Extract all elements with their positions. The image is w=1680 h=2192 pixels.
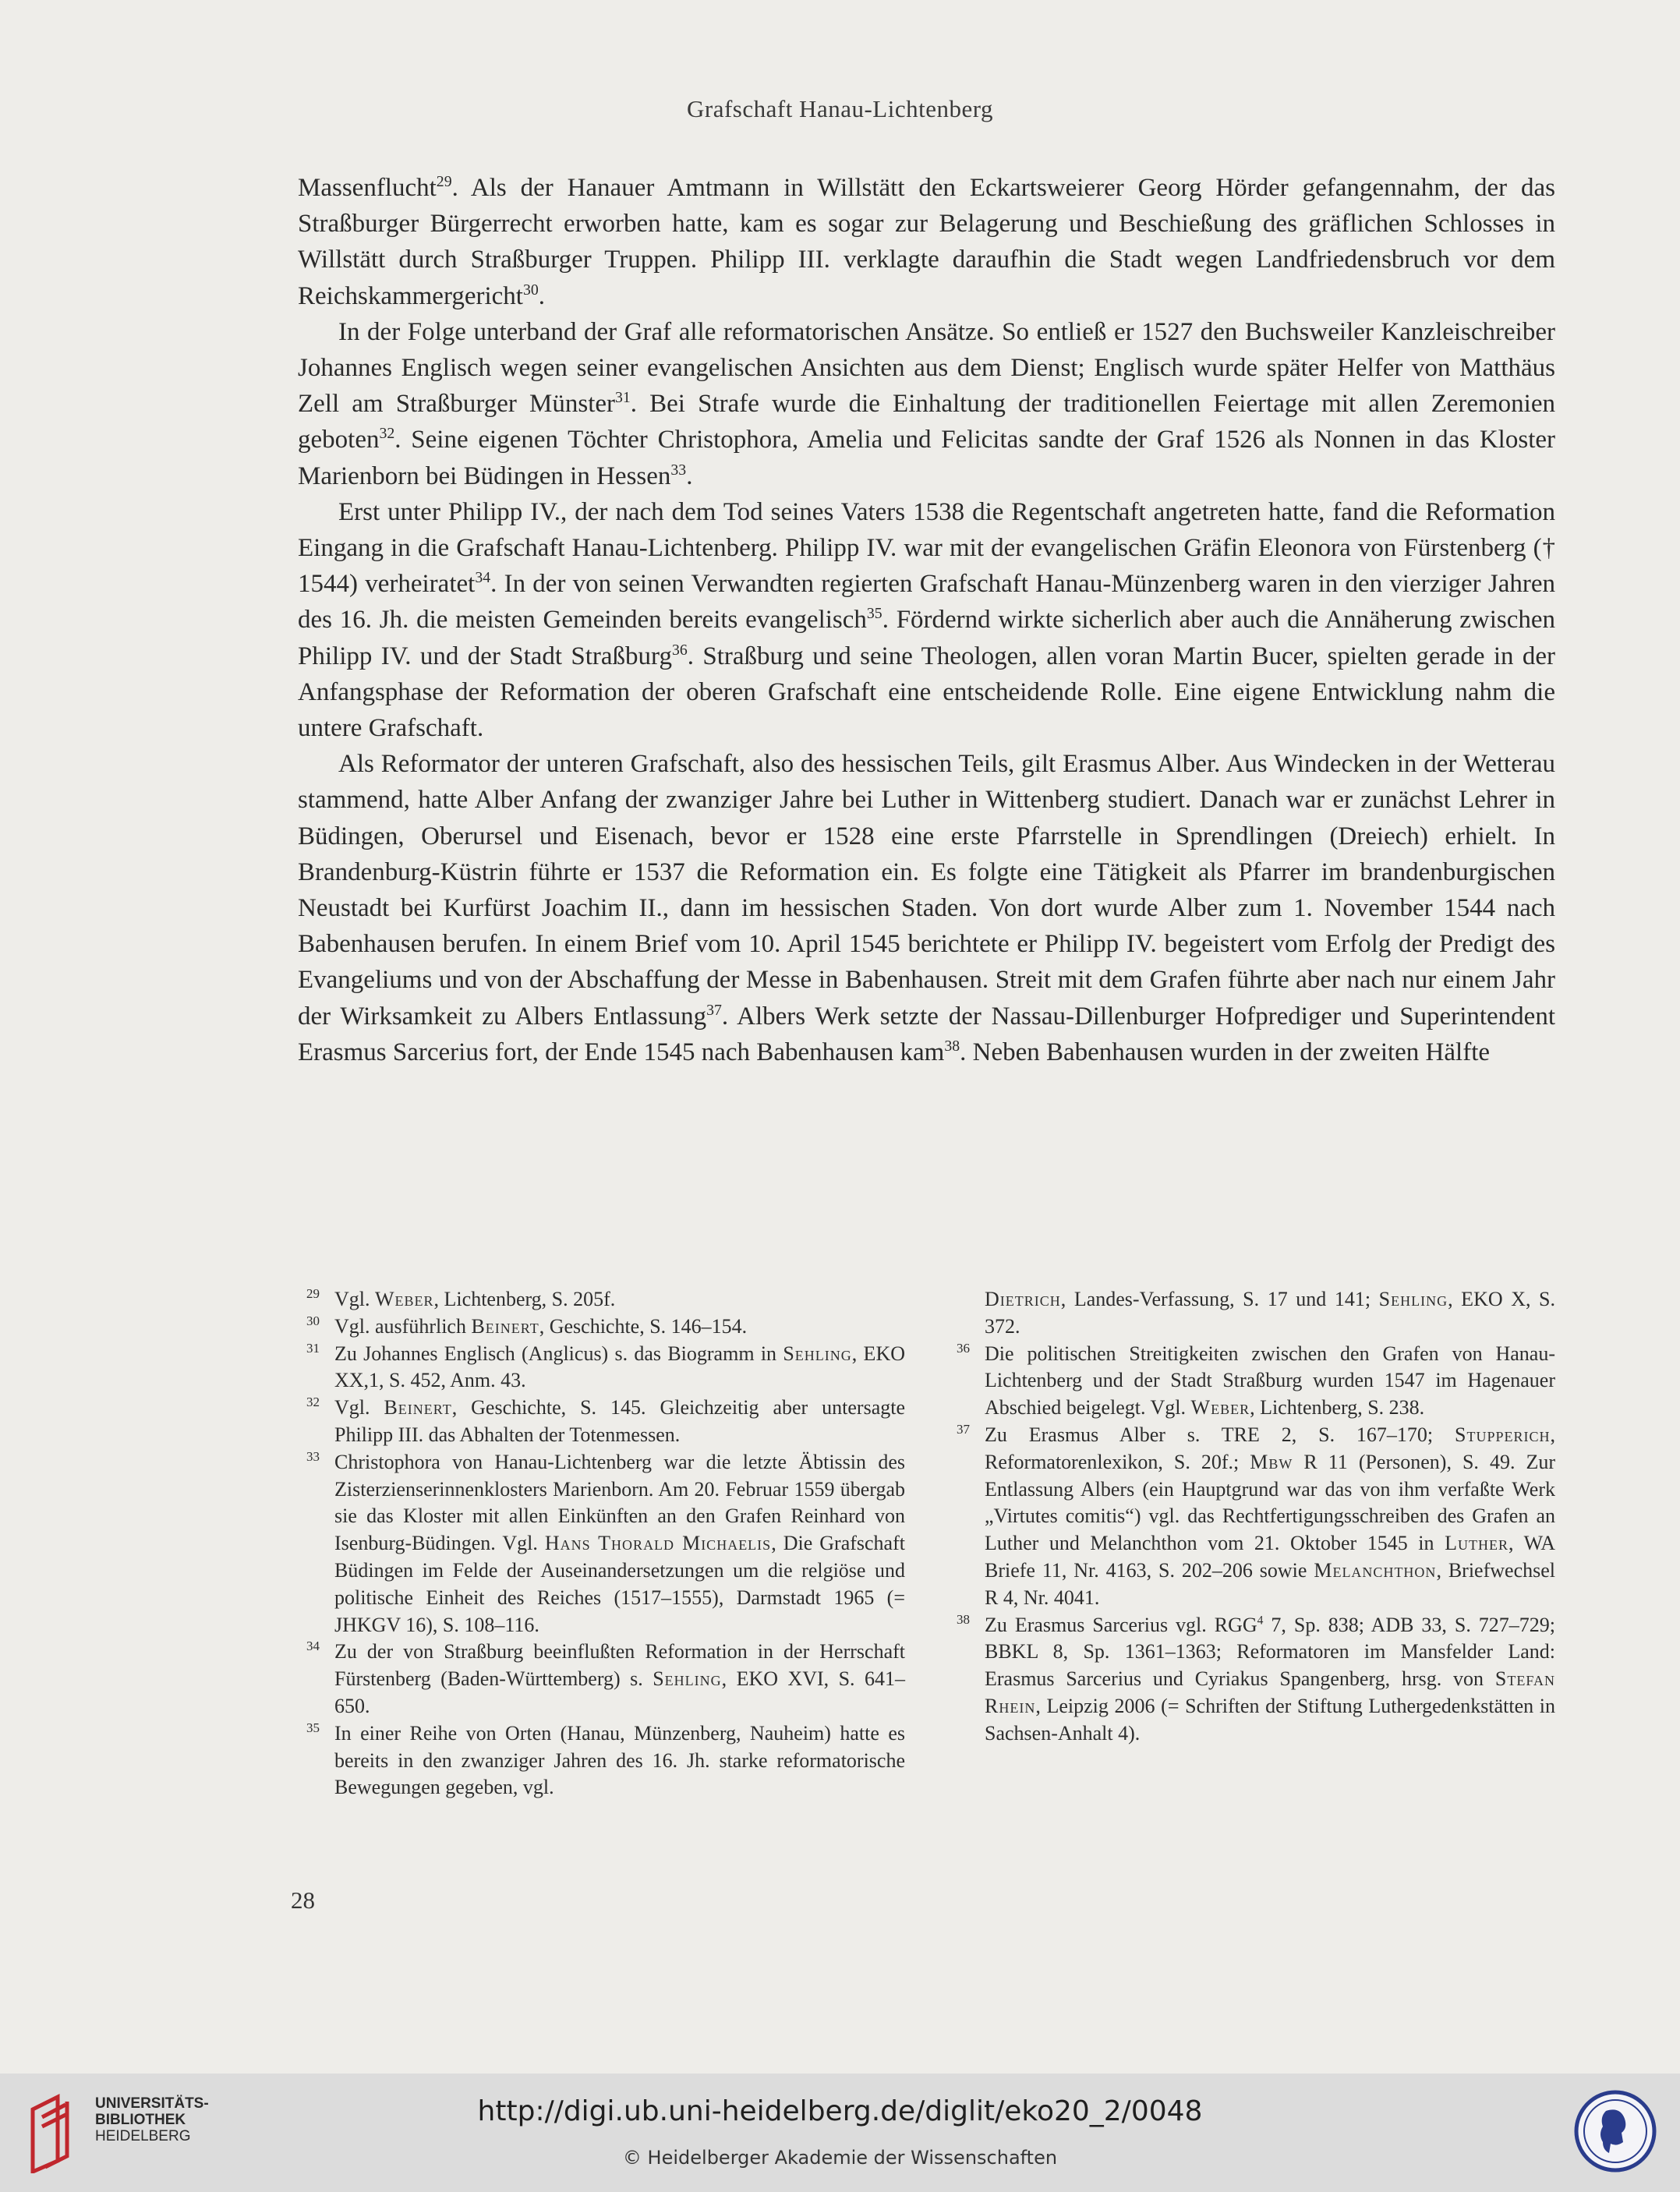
running-header: Grafschaft Hanau-Lichtenberg bbox=[687, 95, 993, 122]
footnote-column-left bbox=[300, 1286, 905, 1801]
institution-name: UNIVERSITÄTS- BIBLIOTHEK HEIDELBERG bbox=[95, 2095, 209, 2144]
footnote-35-continued: Dietrich, Landes-Verfassung, S. 17 und 141; Sehling, EKO X, S. 372. bbox=[985, 1288, 1555, 1338]
footnote-38: 38 Zu Erasmus Sarcerius vgl. RGG$^4$ 7, Sp. 838; ADB 33, S. 727–729; BBKL 8, Sp. 1361–1363; Reformatoren im Mansfelder Land: Erasmus Sarcerius und Cyriakus Spangenberg, hrsg. von Stefan Rhein, Leipzig 2006 (= Schriften der Stiftung Luthergedenkstätten in Sachsen-Anhalt 4). bbox=[957, 1611, 1556, 1745]
footnote-34: 34 Zu der von Straßburg beeinflußten Reformation in der Herrschaft Fürstenberg (Baden-Württemberg) s. Sehling, EKO XVI, S. 641–650. bbox=[306, 1639, 905, 1717]
footnote-ref-29[interactable]: 29 bbox=[436, 173, 452, 190]
footnote-32: 32 Vgl. Beinert, Geschichte, S. 145. Gleichzeitig aber untersagte Philipp III. das Abhalten der Totenmessen. bbox=[306, 1395, 905, 1446]
footnote-column-right bbox=[950, 1286, 1555, 1801]
footnote-ref-37[interactable]: 37 bbox=[706, 1001, 722, 1019]
footnote-30: 30 Vgl. ausführlich Beinert, Geschichte, S. 146–154. bbox=[306, 1313, 748, 1338]
footnote-ref-34[interactable]: 34 bbox=[475, 569, 491, 587]
footnote-ref-36[interactable]: 36 bbox=[671, 641, 688, 659]
paragraph-3: Erst unter Philipp IV., der nach dem Tod seines Vaters 1538 die Regentschaft angetreten hatte, fand die Reformation Eingang in die Grafschaft Hanau-Lichtenberg. Philipp IV. war mit der evangelischen Gräfin Eleonora von Fürstenberg († 1544) verheiratet$^{34}$. In der von seinen Verwandten regierten Grafschaft Hanau-Münzenberg waren in den vierziger Jahren des 16. Jh. die meisten Gemeinden bereits evangelisch$^{35}$. Fördernd wirkte sicherlich aber auch die Annäherung zwischen Philipp IV. und der Stadt Straßburg$^{36}$. Straßburg und seine Theologen, allen voran Martin Bucer, spielten gerade in der Anfangsphase der Reformation der oberen Grafschaft eine entscheidende Rolle. Eine eigene Entwicklung nahm die untere Grafschaft. bbox=[298, 497, 1555, 743]
footnote-ref-35[interactable]: 35 bbox=[866, 605, 882, 623]
footnote-ref-31[interactable]: 31 bbox=[615, 389, 631, 407]
footnotes bbox=[300, 1286, 1555, 1801]
footnote-36: 36 Die politischen Streitigkeiten zwischen den Grafen von Hanau-Lichtenberg und der Stadt Straßburg wurden 1547 im Hagenauer Abschied beigelegt. Vgl. Weber, Lichtenberg, S. 238. bbox=[957, 1340, 1555, 1419]
footnote-ref-32[interactable]: 32 bbox=[379, 425, 395, 443]
footnote-29: 29 Vgl. Weber, Lichtenberg, S. 205f. bbox=[306, 1286, 616, 1310]
academy-seal-icon bbox=[1572, 2088, 1659, 2175]
viewer-footer bbox=[0, 2074, 1680, 2192]
footnote-ref-30[interactable]: 30 bbox=[522, 281, 539, 299]
footnote-35: 35 In einer Reihe von Orten (Hanau, Münzenberg, Nauheim) hatte es bereits in den zwanziger Jahren des 16. Jh. starke reformatorische Bewegungen gegeben, vgl. bbox=[306, 1720, 905, 1799]
footnote-ref-33[interactable]: 33 bbox=[670, 461, 687, 479]
permalink-url[interactable]: http://digi.ub.uni-heidelberg.de/diglit/eko20_2/0048 bbox=[477, 2095, 1203, 2127]
paragraph-1: Massenflucht$^{29}$. Als der Hanauer Amtmann in Willstätt den Eckartsweierer Georg Hörder gefangennahm, der das Straßburger Bürgerrecht erworben hatte, kam es sogar zur Belagerung und Beschießung des gräflichen Schlosses in Willstätt durch Straßburger Truppen. Philipp III. verklagte daraufhin die Stadt wegen Landfriedensbruch vor dem Reichskammergericht$^{30}$. bbox=[298, 173, 1555, 310]
footnote-ref-38[interactable]: 38 bbox=[944, 1037, 960, 1055]
copyright-notice: © Heidelberger Akademie der Wissenschaften bbox=[622, 2147, 1058, 2169]
paragraph-4: Als Reformator der unteren Grafschaft, also des hessischen Teils, gilt Erasmus Alber. Aus Windecken in der Wetterau stammend, hatte Alber Anfang der zwanziger Jahre bei Luther in Wittenberg studiert. Danach war er zunächst Lehrer in Büdingen, Oberursel und Eisenach, bevor er 1528 eine erste Pfarrstelle in Sprendlingen (Dreiech) erhielt. In Brandenburg-Küstrin führte er 1537 die Reformation ein. Es folgte eine Tätigkeit als Pfarrer im brandenburgischen Neustadt bei Kurfürst Joachim II., dann im hessischen Staden. Von dort wurde Alber zum 1. November 1544 nach Babenhausen berufen. In einem Brief vom 10. April 1545 berichtete er Philipp IV. begeistert vom Erfolg der Predigt des Evangeliums und von der Abschaffung der Messe in Babenhausen. Streit mit dem Grafen führte aber nach nur einem Jahr der Wirksamkeit zu Albers Entlassung$^{37}$. Albers Werk setzte der Nassau-Dillenburger Hofprediger und Superintendent Erasmus Sarcerius fort, der Ende 1545 nach Babenhausen kam$^{38}$. Neben Babenhausen wurden in der zweiten Hälfte bbox=[298, 750, 1555, 1066]
footnote-31: 31 Zu Johannes Englisch (Anglicus) s. das Biogramm in Sehling, EKO XX,1, S. 452, Anm. 43. bbox=[306, 1340, 905, 1392]
main-text bbox=[298, 170, 1555, 1070]
footnote-33: 33 Christophora von Hanau-Lichtenberg war die letzte Äbtissin des Zisterzienserinnenklosters Marienborn. Am 20. Februar 1559 übergab sie das Kloster mit allen Einkünften an den Grafen Reinhard von Isenburg-Büdingen. Vgl. Hans Thorald Michaelis, Die Grafschaft Büdingen im Felde der Auseinandersetzungen um die relgiöse und politische Einheit des Reiches (1517–1555), Darmstadt 1965 (= JHKGV 16), S. 108–116. bbox=[306, 1448, 905, 1636]
paragraph-2: In der Folge unterband der Graf alle reformatorischen Ansätze. So entließ er 1527 den Buchsweiler Kanzleischreiber Johannes Englisch wegen seiner evangelischen Ansichten aus dem Dienst; Englisch wurde später Helfer von Matthäus Zell am Straßburger Münster$^{31}$. Bei Strafe wurde die Einhaltung der traditionellen Feiertage mit allen Zeremonien geboten$^{32}$. Seine eigenen Töchter Christophora, Amelia und Felicitas sandte der Graf 1526 als Nonnen in das Kloster Marienborn bei Büdingen in Hessen$^{33}$. bbox=[298, 317, 1555, 490]
page-number: 28 bbox=[291, 1886, 315, 1914]
footnote-37: 37 Zu Erasmus Alber s. TRE 2, S. 167–170; Stupperich, Reformatorenlexikon, S. 20f.; Mbw R 11 (Personen), S. 49. Zur Entlassung Albers (ein Hauptgrund war das von ihm verfaßte Werk „Virtutes comitis“) vgl. das Rechtfertigungsschreiben des Grafen an Luther und Melanchthon vom 21. Oktober 1545 in Luther, WA Briefe 11, Nr. 4163, S. 202–206 sowie Melanchthon, Briefwechsel R 4, Nr. 4041. bbox=[957, 1421, 1556, 1609]
